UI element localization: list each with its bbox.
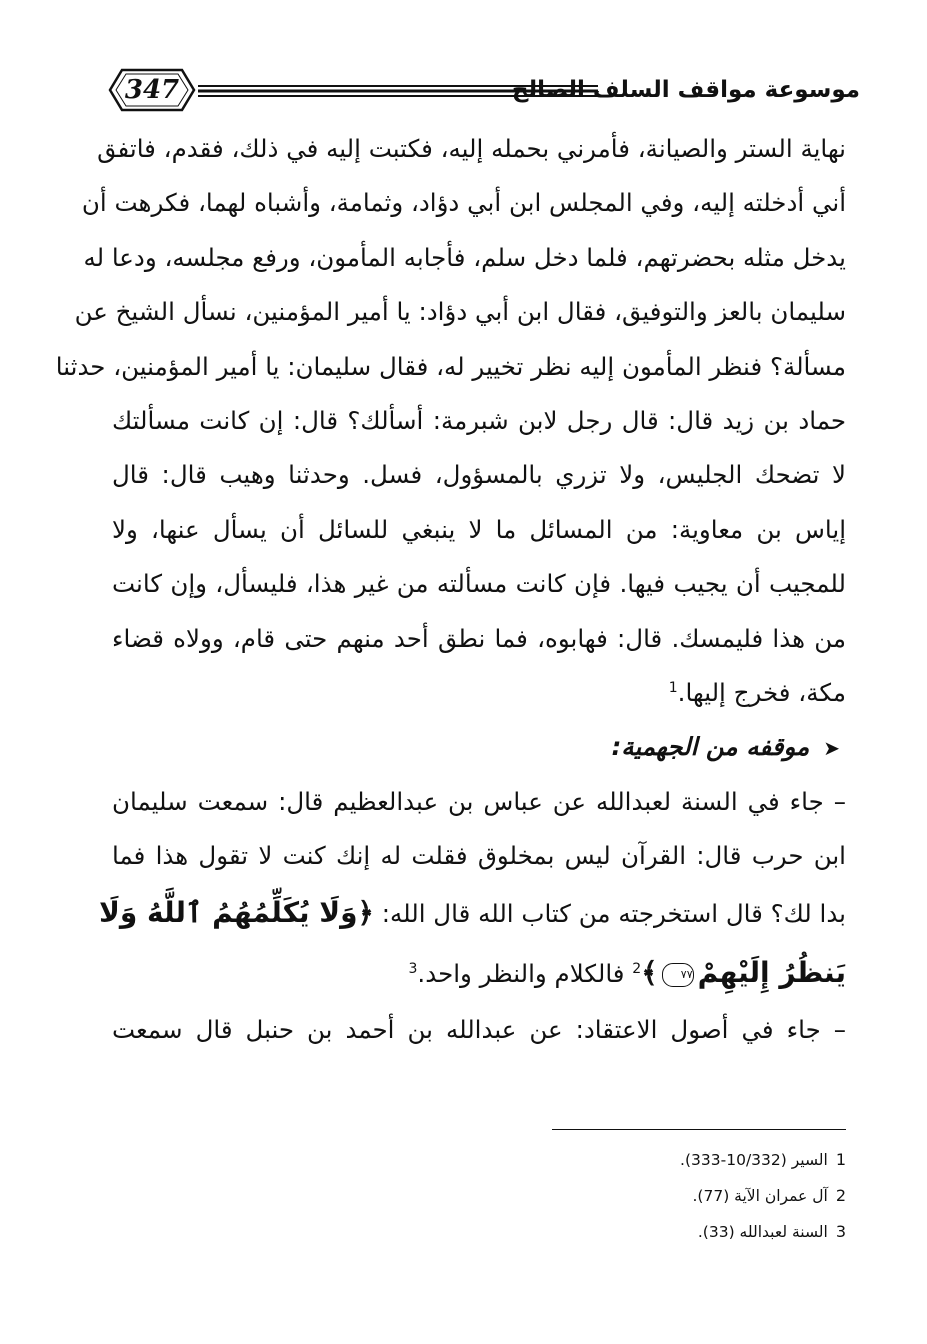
body-line: لا تضحك الجليس، ولا تزري بالمسؤول، فسل. وحدثنا وهيب قال: قال <box>112 460 846 490</box>
body-line: نهاية الستر والصيانة، فأمرني بحمله إليه، فكتبت إليه في ذلك، فقدم، فاتفق <box>97 134 846 163</box>
footnote-divider <box>552 1129 846 1130</box>
body-text <box>55 122 846 1058</box>
body-line: ابن حرب قال: القرآن ليس بمخلوق فقلت له إنك كنت لا تقول هذا فما <box>112 841 846 871</box>
page-number: 347 <box>124 75 180 105</box>
quran-verse-part2: يَنظُرُ إِلَيْهِمْ <box>697 956 846 990</box>
body-line: أني أدخلته إليه، وفي المجلس ابن أبي دؤاد، وثمامة، وأشباه لهما، فكرهت أن <box>81 188 846 218</box>
page-header <box>108 62 860 120</box>
body-line: من هذا فليمسك. قال: فهابوه، فما نطق أحد منهم حتى قام، وولاه قضاء <box>112 623 846 653</box>
footnote-text: السير (10/332-333). <box>680 1151 828 1169</box>
section-heading <box>112 720 846 774</box>
footnote-ref-3[interactable]: 3 <box>408 961 418 978</box>
body-line: إياس بن معاوية: من المسائل ما لا ينبغي للسائل أن يسأل عنها، ولا <box>112 514 846 544</box>
footnote-number: 3 <box>835 1222 846 1241</box>
footnote-ref-1[interactable]: 1 <box>668 679 678 696</box>
footnote-item <box>540 1142 846 1178</box>
ayah-number-marker: ٧٧ <box>662 963 694 987</box>
body-line-last <box>112 666 846 720</box>
body-line: سليمان بالعز والتوفيق، فقال ابن أبي دؤاد: يا أمير المؤمنين، نسأل الشيخ عن <box>74 297 846 327</box>
section-heading-text: موقفه من الجهمية: <box>611 732 810 762</box>
footnote-ref-2[interactable]: 2 <box>632 961 642 978</box>
body-line: يدخل مثله بحضرتهم، فلما دخل سلم، فأجابه المأمون، ورفع مجلسه، ودعا له <box>83 242 846 272</box>
body-line-quran-end <box>112 943 846 1003</box>
body-line-text: بدا لك؟ قال استخرجته من كتاب الله قال الله: <box>381 899 846 929</box>
page-number-badge <box>108 68 196 112</box>
footnote-number: 1 <box>835 1150 846 1169</box>
footnotes <box>540 1142 846 1250</box>
footnote-number: 2 <box>835 1186 846 1205</box>
body-line-text: مكة، فخرج إليها. <box>677 677 846 707</box>
body-line: حماد بن زيد قال: قال رجل لابن شبرمة: أسألك؟ قال: إن كانت مسألتك <box>112 405 846 435</box>
book-title: موسوعة مواقف السلف الصالح <box>511 77 860 103</box>
body-line-text: فالكلام والنظر واحد. <box>417 959 625 989</box>
quran-close-bracket: ﴾ <box>641 956 658 990</box>
quran-verse-part1: ﴿وَلَا يُكَلِّمُهُمُ ٱللَّهُ وَلَا <box>99 896 374 930</box>
body-line: – جاء في أصول الاعتقاد: عن عبدالله بن أحمد بن حنبل قال سمعت <box>112 1015 846 1045</box>
footnote-text: السنة لعبدالله (33). <box>697 1223 828 1241</box>
body-line-quran <box>99 883 846 943</box>
body-line: للمجيب أن يجيب فيها. فإن كانت مسألته من غير هذا، فليسأل، وإن كانت <box>112 569 846 599</box>
body-line: مسألة؟ فنظر المأمون إليه نظر تخيير له، فقال سليمان: يا أمير المؤمنين، حدثنا <box>55 351 846 381</box>
arrow-left-icon: ➤ <box>823 736 840 761</box>
footnote-text: آل عمران الآية (77). <box>692 1187 828 1205</box>
body-line: – جاء في السنة لعبدالله عن عباس بن عبدالعظيم قال: سمعت سليمان <box>112 786 846 816</box>
footnote-item <box>540 1214 846 1250</box>
footnote-item <box>540 1178 846 1214</box>
